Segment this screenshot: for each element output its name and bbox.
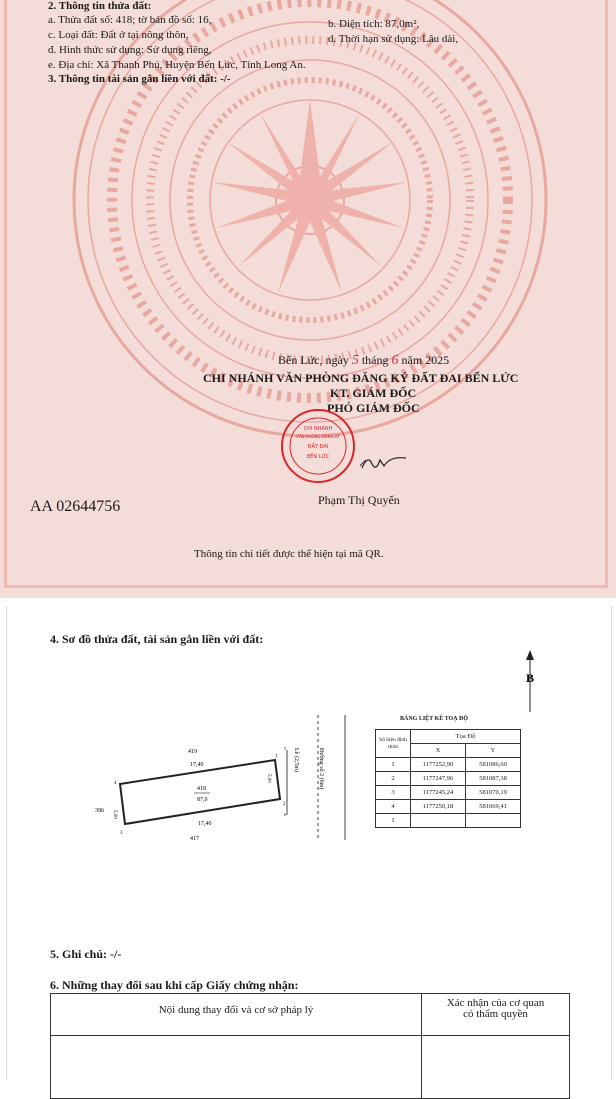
vertex-2: 2 [283, 802, 286, 807]
date-month-label: tháng [361, 353, 389, 367]
coord-x: 1177247,96 [411, 772, 466, 786]
page-gap [0, 598, 616, 606]
section-5-note: 5. Ghi chú: -/- [50, 947, 122, 961]
coord-point: 4 [376, 800, 411, 814]
road-edge-6: 6 [284, 812, 286, 817]
usage-term-line: d. Thời hạn sử dụng: Lâu dài, [328, 33, 459, 45]
section-6-heading: 6. Những thay đổi sau khi cấp Giấy chứng nhận: [50, 978, 299, 992]
coordinate-table [375, 729, 521, 828]
coord-point: 3 [376, 786, 411, 800]
vertex-1: 1 [275, 754, 278, 759]
changes-confirm-cell [422, 1036, 570, 1099]
official-seal [270, 404, 366, 484]
confirm-line-2: có thẩm quyền [463, 1008, 528, 1020]
parcel-number: 418 [197, 786, 206, 792]
coord-header-y: Y [466, 744, 521, 758]
bottom-edge-length: 17,40 [198, 821, 212, 827]
section-2-heading: 2. Thông tin thửa đất: [48, 0, 152, 12]
coord-header-coord: Tọa Độ [411, 730, 521, 744]
north-label: B [526, 671, 535, 685]
certificate-serial: AA 02644756 [30, 498, 121, 515]
table-row [376, 800, 521, 814]
coord-y [466, 814, 521, 828]
coord-y: 581087,38 [466, 772, 521, 786]
table-row [376, 758, 521, 772]
neighbor-bottom: 417 [190, 836, 199, 842]
date-day: 5 [351, 353, 359, 368]
signature-mark [360, 450, 410, 475]
coord-point: 1 [376, 814, 411, 828]
coord-x: 1177250,18 [411, 800, 466, 814]
section-4-heading: 4. Sơ đồ thửa đất, tài sản gắn liền với đất: [50, 632, 264, 646]
table-row [376, 814, 521, 828]
coord-header-point: Số hiệu đỉnh thửa [376, 730, 411, 758]
vertex-3: 3 [120, 831, 123, 836]
area-line: b. Diện tích: 87,0m², [328, 18, 420, 30]
coord-point: 1 [376, 758, 411, 772]
date-prefix: Bến Lức, ngày [278, 353, 349, 367]
deputy-director: PHÓ GIÁM ĐỐC [327, 401, 420, 415]
right-edge-length: 5,00 [266, 774, 271, 783]
changes-content-cell [51, 1036, 422, 1099]
coord-y: 581086,60 [466, 758, 521, 772]
table-row [376, 786, 521, 800]
seal-line-1: CHI NHÁNH [303, 426, 333, 432]
shoulder-label: Lề (2,5m) [293, 748, 299, 772]
parcel-number-line: a. Thửa đất số: 418; tờ bản đồ số: 16, [48, 14, 212, 26]
kt-director: KT. GIÁM ĐỐC [330, 386, 417, 400]
coord-table-title: BẢNG LIỆT KÊ TOẠ ĐỘ [400, 716, 469, 722]
seal-line-3: ĐẤT ĐAI [307, 444, 329, 450]
seal-line-2: VĂN PHÒNG ĐĂNG KÝ [296, 434, 340, 439]
changes-table [50, 993, 570, 1099]
seal-line-4: BẾN LỨC [306, 454, 330, 460]
coord-y: 581069,41 [466, 800, 521, 814]
coord-y: 581070,19 [466, 786, 521, 800]
road-label: Đường số 2 (6m) [318, 748, 324, 790]
parcel-sketch [80, 700, 370, 870]
qr-note: Thông tin chi tiết được thể hiện tại mã QR. [194, 548, 384, 560]
land-type-line: c. Loại đất: Đất ở tại nông thôn, [48, 29, 189, 41]
road-edge-5: 5 [284, 746, 286, 751]
address-line: e. Địa chỉ: Xã Thanh Phú, Huyện Bến Lức, Tỉnh Long An. [48, 59, 306, 71]
coord-header-x: X [411, 744, 466, 758]
issuing-office: CHI NHÁNH VĂN PHÒNG ĐĂNG KÝ ĐẤT ĐAI BẾN LỨC [203, 371, 519, 385]
signer-name: Phạm Thị Quyến [318, 493, 400, 507]
left-edge-length: 5,00 [112, 810, 117, 819]
top-edge-length: 17,40 [190, 762, 204, 768]
coord-x: 1177252,90 [411, 758, 466, 772]
parcel-area: 87,0 [197, 797, 208, 803]
confirm-line-1: Xác nhận của cơ quan [446, 997, 545, 1009]
neighbor-top: 419 [188, 749, 197, 755]
coord-x: 1177245,24 [411, 786, 466, 800]
changes-header-content: Nội dung thay đổi và cơ sở pháp lý [51, 994, 422, 1036]
coord-x [411, 814, 466, 828]
date-month: 6 [391, 353, 399, 368]
table-row [376, 772, 521, 786]
issue-date [278, 353, 449, 369]
usage-form-line: đ. Hình thức sử dụng: Sử dụng riêng, [48, 44, 212, 56]
north-arrow [520, 650, 550, 720]
changes-header-confirm [422, 994, 570, 1036]
section-3-heading: 3. Thông tin tài sản gắn liền với đất: -/- [48, 73, 231, 85]
coord-point: 2 [376, 772, 411, 786]
date-year: năm 2025 [401, 353, 450, 367]
vertex-4: 4 [114, 781, 117, 786]
neighbor-left: 396 [95, 808, 104, 814]
